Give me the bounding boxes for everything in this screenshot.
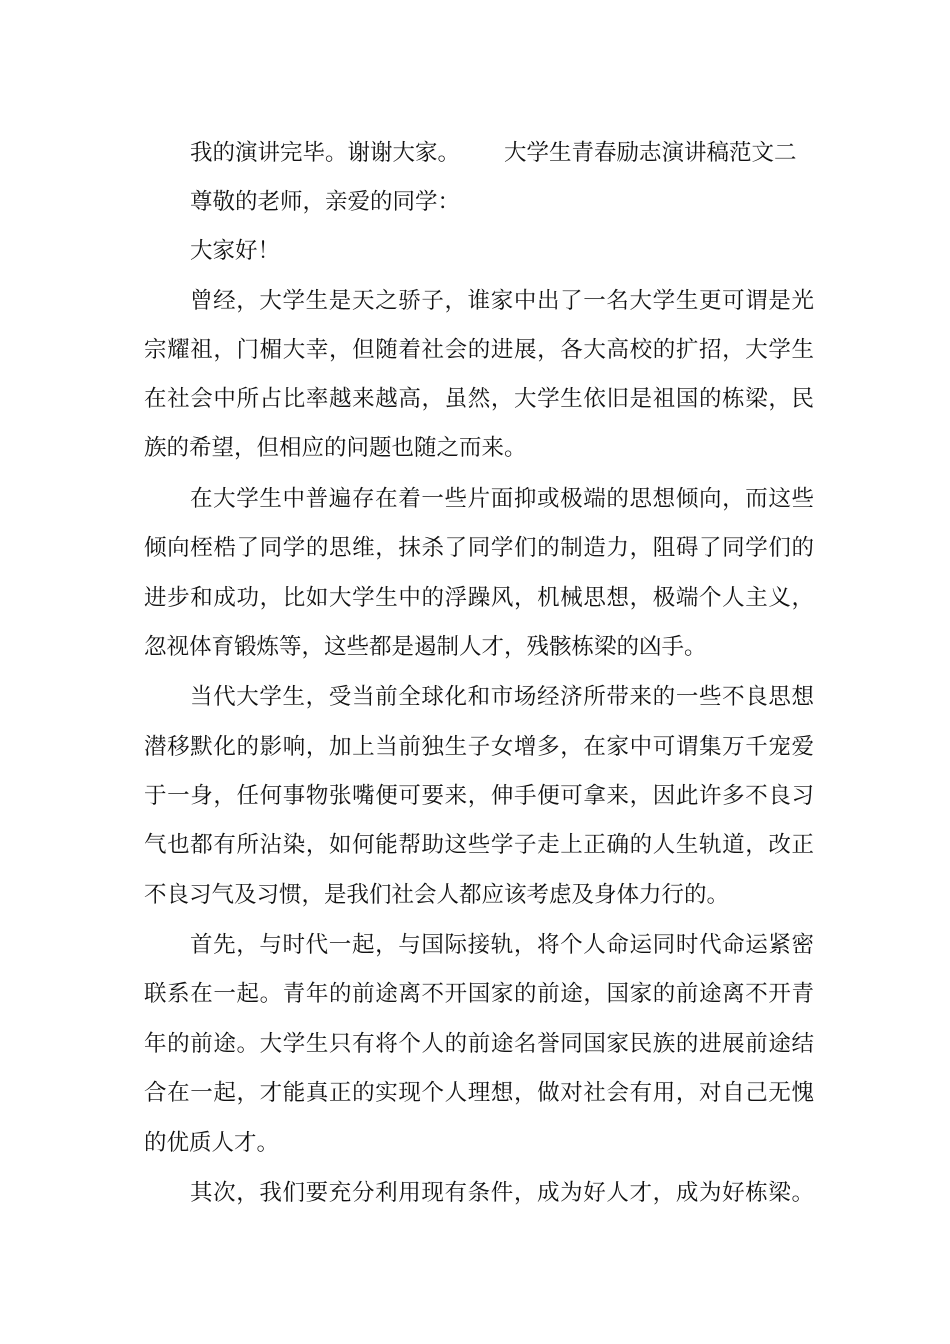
- paragraph-4-line-2: 联系在一起。青年的前途离不开国家的前途，国家的前途离不开青: [144, 981, 814, 1007]
- paragraph-3-line-3: 于一身，任何事物张嘴便可要来，伸手便可拿来，因此许多不良习: [144, 783, 814, 809]
- paragraph-4-line-5: 的优质人才。: [144, 1130, 280, 1156]
- paragraph-3-line-1: 当代大学生，受当前全球化和市场经济所带来的一些不良思想: [190, 684, 814, 710]
- paragraph-5-line-1: 其次，我们要充分利用现有条件，成为好人才，成为好栋梁。: [190, 1180, 814, 1206]
- paragraph-2-line-2: 倾向桎梏了同学的思维，抹杀了同学们的制造力，阻碍了同学们的: [144, 535, 814, 561]
- paragraph-3-line-2: 潜移默化的影响，加上当前独生子女增多，在家中可谓集万千宠爱: [144, 734, 814, 760]
- paragraph-1-line-4: 族的希望，但相应的问题也随之而来。: [144, 435, 527, 461]
- closing-text: 我的演讲完毕。谢谢大家。: [190, 140, 461, 166]
- salutation: 尊敬的老师，亲爱的同学：: [190, 189, 461, 215]
- paragraph-3-line-5: 不良习气及习惯，是我们社会人都应该考虑及身体力行的。: [144, 882, 730, 908]
- paragraph-1-line-1: 曾经，大学生是天之骄子，谁家中出了一名大学生更可谓是光: [190, 288, 814, 314]
- paragraph-1-line-2: 宗耀祖，门楣大幸，但随着社会的进展，各大高校的扩招，大学生: [144, 337, 814, 363]
- paragraph-4-line-3: 年的前途。大学生只有将个人的前途名誉同国家民族的进展前途结: [144, 1031, 814, 1057]
- paragraph-4-line-1: 首先，与时代一起，与国际接轨，将个人命运同时代命运紧密: [190, 932, 814, 958]
- greeting: 大家好！: [190, 238, 281, 264]
- paragraph-3-line-4: 气也都有所沾染，如何能帮助这些学子走上正确的人生轨道，改正: [144, 832, 814, 858]
- document-title: 大学生青春励志演讲稿范文二: [504, 140, 797, 166]
- paragraph-2-line-4: 忽视体育锻炼等，这些都是遏制人才，残骸栋梁的凶手。: [144, 634, 707, 660]
- opening-line: [190, 139, 814, 167]
- paragraph-4-line-4: 合在一起，才能真正的实现个人理想，做对社会有用，对自己无愧: [144, 1080, 814, 1106]
- paragraph-2-line-1: 在大学生中普遍存在着一些片面抑或极端的思想倾向，而这些: [190, 486, 814, 512]
- paragraph-1-line-3: 在社会中所占比率越来越高，虽然，大学生依旧是祖国的栋梁，民: [144, 386, 814, 412]
- paragraph-2-line-3: 进步和成功，比如大学生中的浮躁风，机械思想，极端个人主义，: [144, 585, 814, 611]
